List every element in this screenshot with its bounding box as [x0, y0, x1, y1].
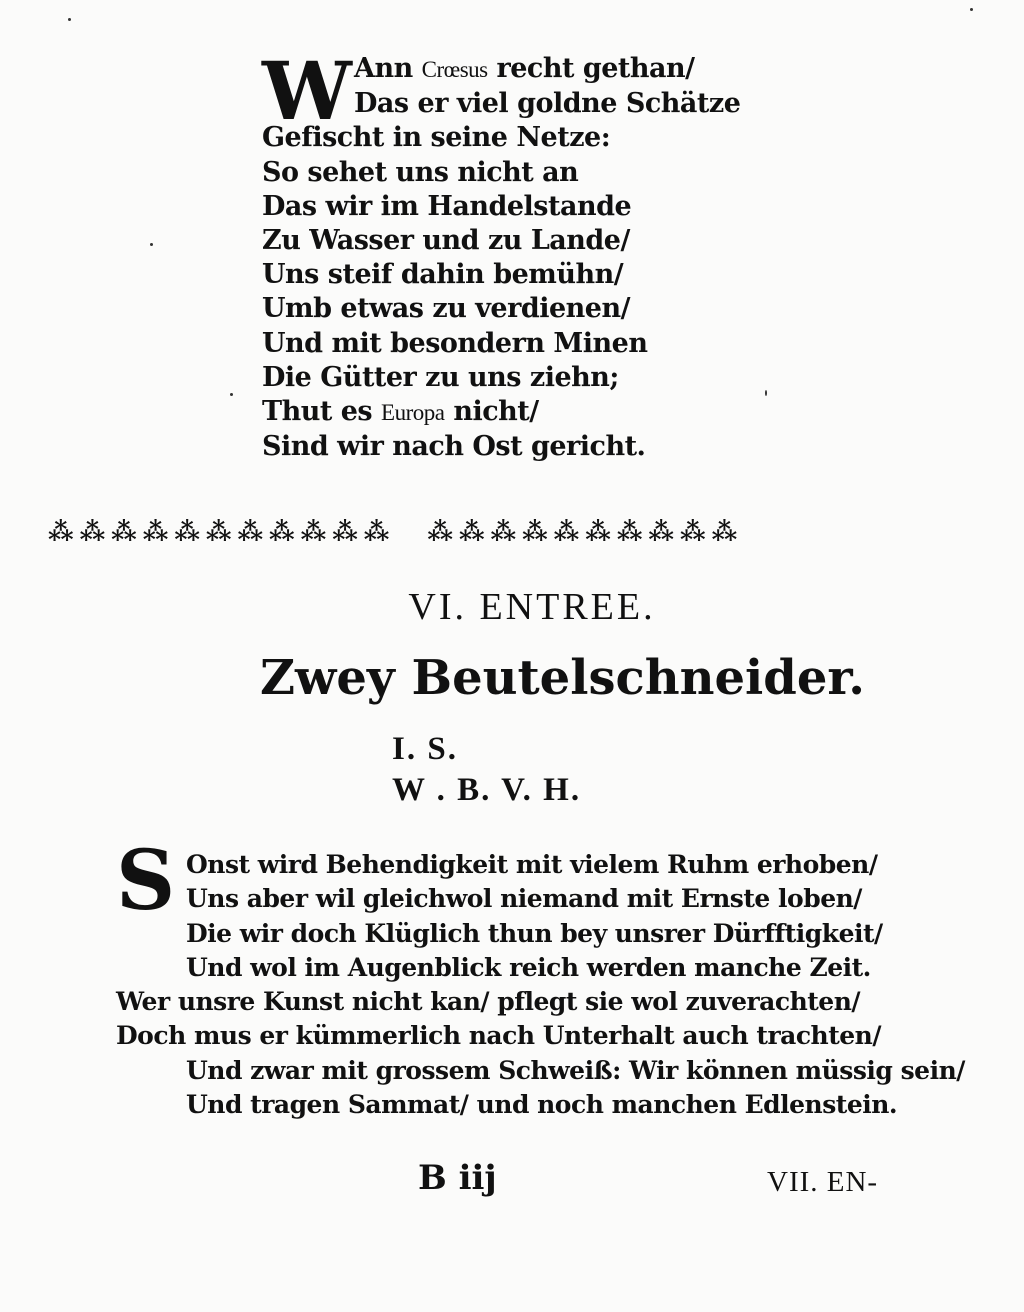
- paper-speck: [970, 8, 973, 11]
- verse-text: Gefischt in seine Netze:: [262, 122, 611, 154]
- second-stanza: [116, 848, 965, 1122]
- verse-line: Uns aber wil gleichwol niemand mit Ernste loben/: [186, 884, 862, 914]
- performer-initials-1: I. S.: [392, 731, 458, 767]
- verse-text: Thut es: [262, 396, 382, 428]
- fleuron-icon: ⁂: [48, 517, 74, 546]
- fleuron-icon: ⁂: [585, 517, 611, 546]
- drop-capital-s: S: [116, 833, 176, 929]
- fleuron-icon: ⁂: [458, 517, 485, 546]
- fleuron-icon: ⁂: [237, 517, 264, 546]
- verse-line: [262, 361, 782, 395]
- verse-line: [262, 52, 782, 87]
- verse-line: Wer unsre Kunst nicht kan/ pflegt sie wol zuverachten/: [116, 987, 861, 1017]
- verse-text: Ann: [354, 53, 422, 84]
- fleuron-icon: ⁂: [427, 517, 453, 546]
- verse-text: recht gethan/: [487, 53, 695, 84]
- fleuron-icon: ⁂: [79, 517, 106, 546]
- fleuron-icon: ⁂: [711, 517, 738, 546]
- fleuron-icon: ⁂: [363, 517, 390, 546]
- verse-line: [262, 156, 782, 190]
- fleuron-icon: ⁂: [142, 517, 169, 546]
- roman-word: Crœsus: [421, 57, 488, 82]
- verse-text: Uns steif dahin bemühn/: [262, 259, 624, 291]
- paper-speck: [68, 18, 71, 21]
- performer-initials-2: W . B. V. H.: [392, 772, 582, 808]
- verse-text: Das er viel goldne Schätze: [354, 88, 741, 120]
- fleuron-icon: ⁂: [300, 517, 327, 546]
- entree-subtitle: Zwey Beutelschneider.: [260, 650, 865, 706]
- verse-line: Die wir doch Klüglich thun bey unsrer Dürfftigkeit/: [186, 918, 883, 948]
- signature-mark: B iij: [418, 1158, 497, 1198]
- fleuron-icon: ⁂: [553, 517, 580, 546]
- verse-text: Sind wir nach Ost gericht.: [262, 431, 646, 463]
- fleuron-icon: ⁂: [616, 517, 643, 546]
- entree-heading: VI. ENTREE.: [408, 586, 656, 628]
- verse-text: Und mit besondern Minen: [262, 327, 648, 359]
- verse-line: [262, 292, 782, 326]
- verse-line: Doch mus er kümmerlich nach Unterhalt auch trachten/: [116, 1021, 881, 1051]
- verse-text: Die Gütter zu uns ziehn;: [262, 361, 619, 393]
- verse-line: [262, 258, 782, 292]
- fleuron-icon: ⁂: [332, 517, 358, 546]
- fleuron-icon: ⁂: [174, 517, 200, 546]
- fleuron-icon: ⁂: [679, 517, 706, 546]
- verse-line: [262, 87, 782, 121]
- fleuron-icon: ⁂: [648, 517, 674, 546]
- verse-line: [262, 224, 782, 258]
- verse-line: Und wol im Augenblick reich werden manche Zeit.: [186, 952, 871, 982]
- verse-line: [262, 395, 782, 430]
- verse-line: Und tragen Sammat/ und noch manchen Edlenstein.: [186, 1090, 898, 1120]
- paper-speck: [230, 393, 233, 396]
- first-stanza: [262, 44, 782, 464]
- drop-capital-w: W: [262, 44, 352, 138]
- verse-line: [262, 430, 782, 464]
- verse-text: Umb etwas zu verdienen/: [262, 293, 630, 325]
- verse-line: Onst wird Behendigkeit mit vielem Ruhm erhoben/: [186, 850, 878, 879]
- verse-text: So sehet uns nicht an: [262, 156, 579, 188]
- verse-text: nicht/: [444, 396, 539, 428]
- roman-word: Europa: [381, 400, 445, 426]
- verse-line: [262, 327, 782, 361]
- verse-line: Und zwar mit grossem Schweiß: Wir können müssig sein/: [186, 1055, 965, 1085]
- fleuron-icon: ⁂: [490, 517, 517, 546]
- verse-line: [262, 121, 782, 155]
- verse-text: Das wir im Handelstande: [262, 190, 632, 222]
- verse-line: [262, 190, 782, 224]
- fleuron-icon: ⁂: [269, 517, 295, 546]
- fleuron-icon: ⁂: [111, 517, 137, 546]
- ornamental-divider: [48, 512, 948, 552]
- fleuron-icon: ⁂: [522, 517, 548, 546]
- verse-text: Zu Wasser und zu Lande/: [262, 225, 630, 257]
- paper-speck: [150, 243, 153, 246]
- catchword: VII. EN-: [767, 1166, 879, 1198]
- paper-speck: [765, 390, 767, 396]
- fleuron-icon: ⁂: [205, 517, 232, 546]
